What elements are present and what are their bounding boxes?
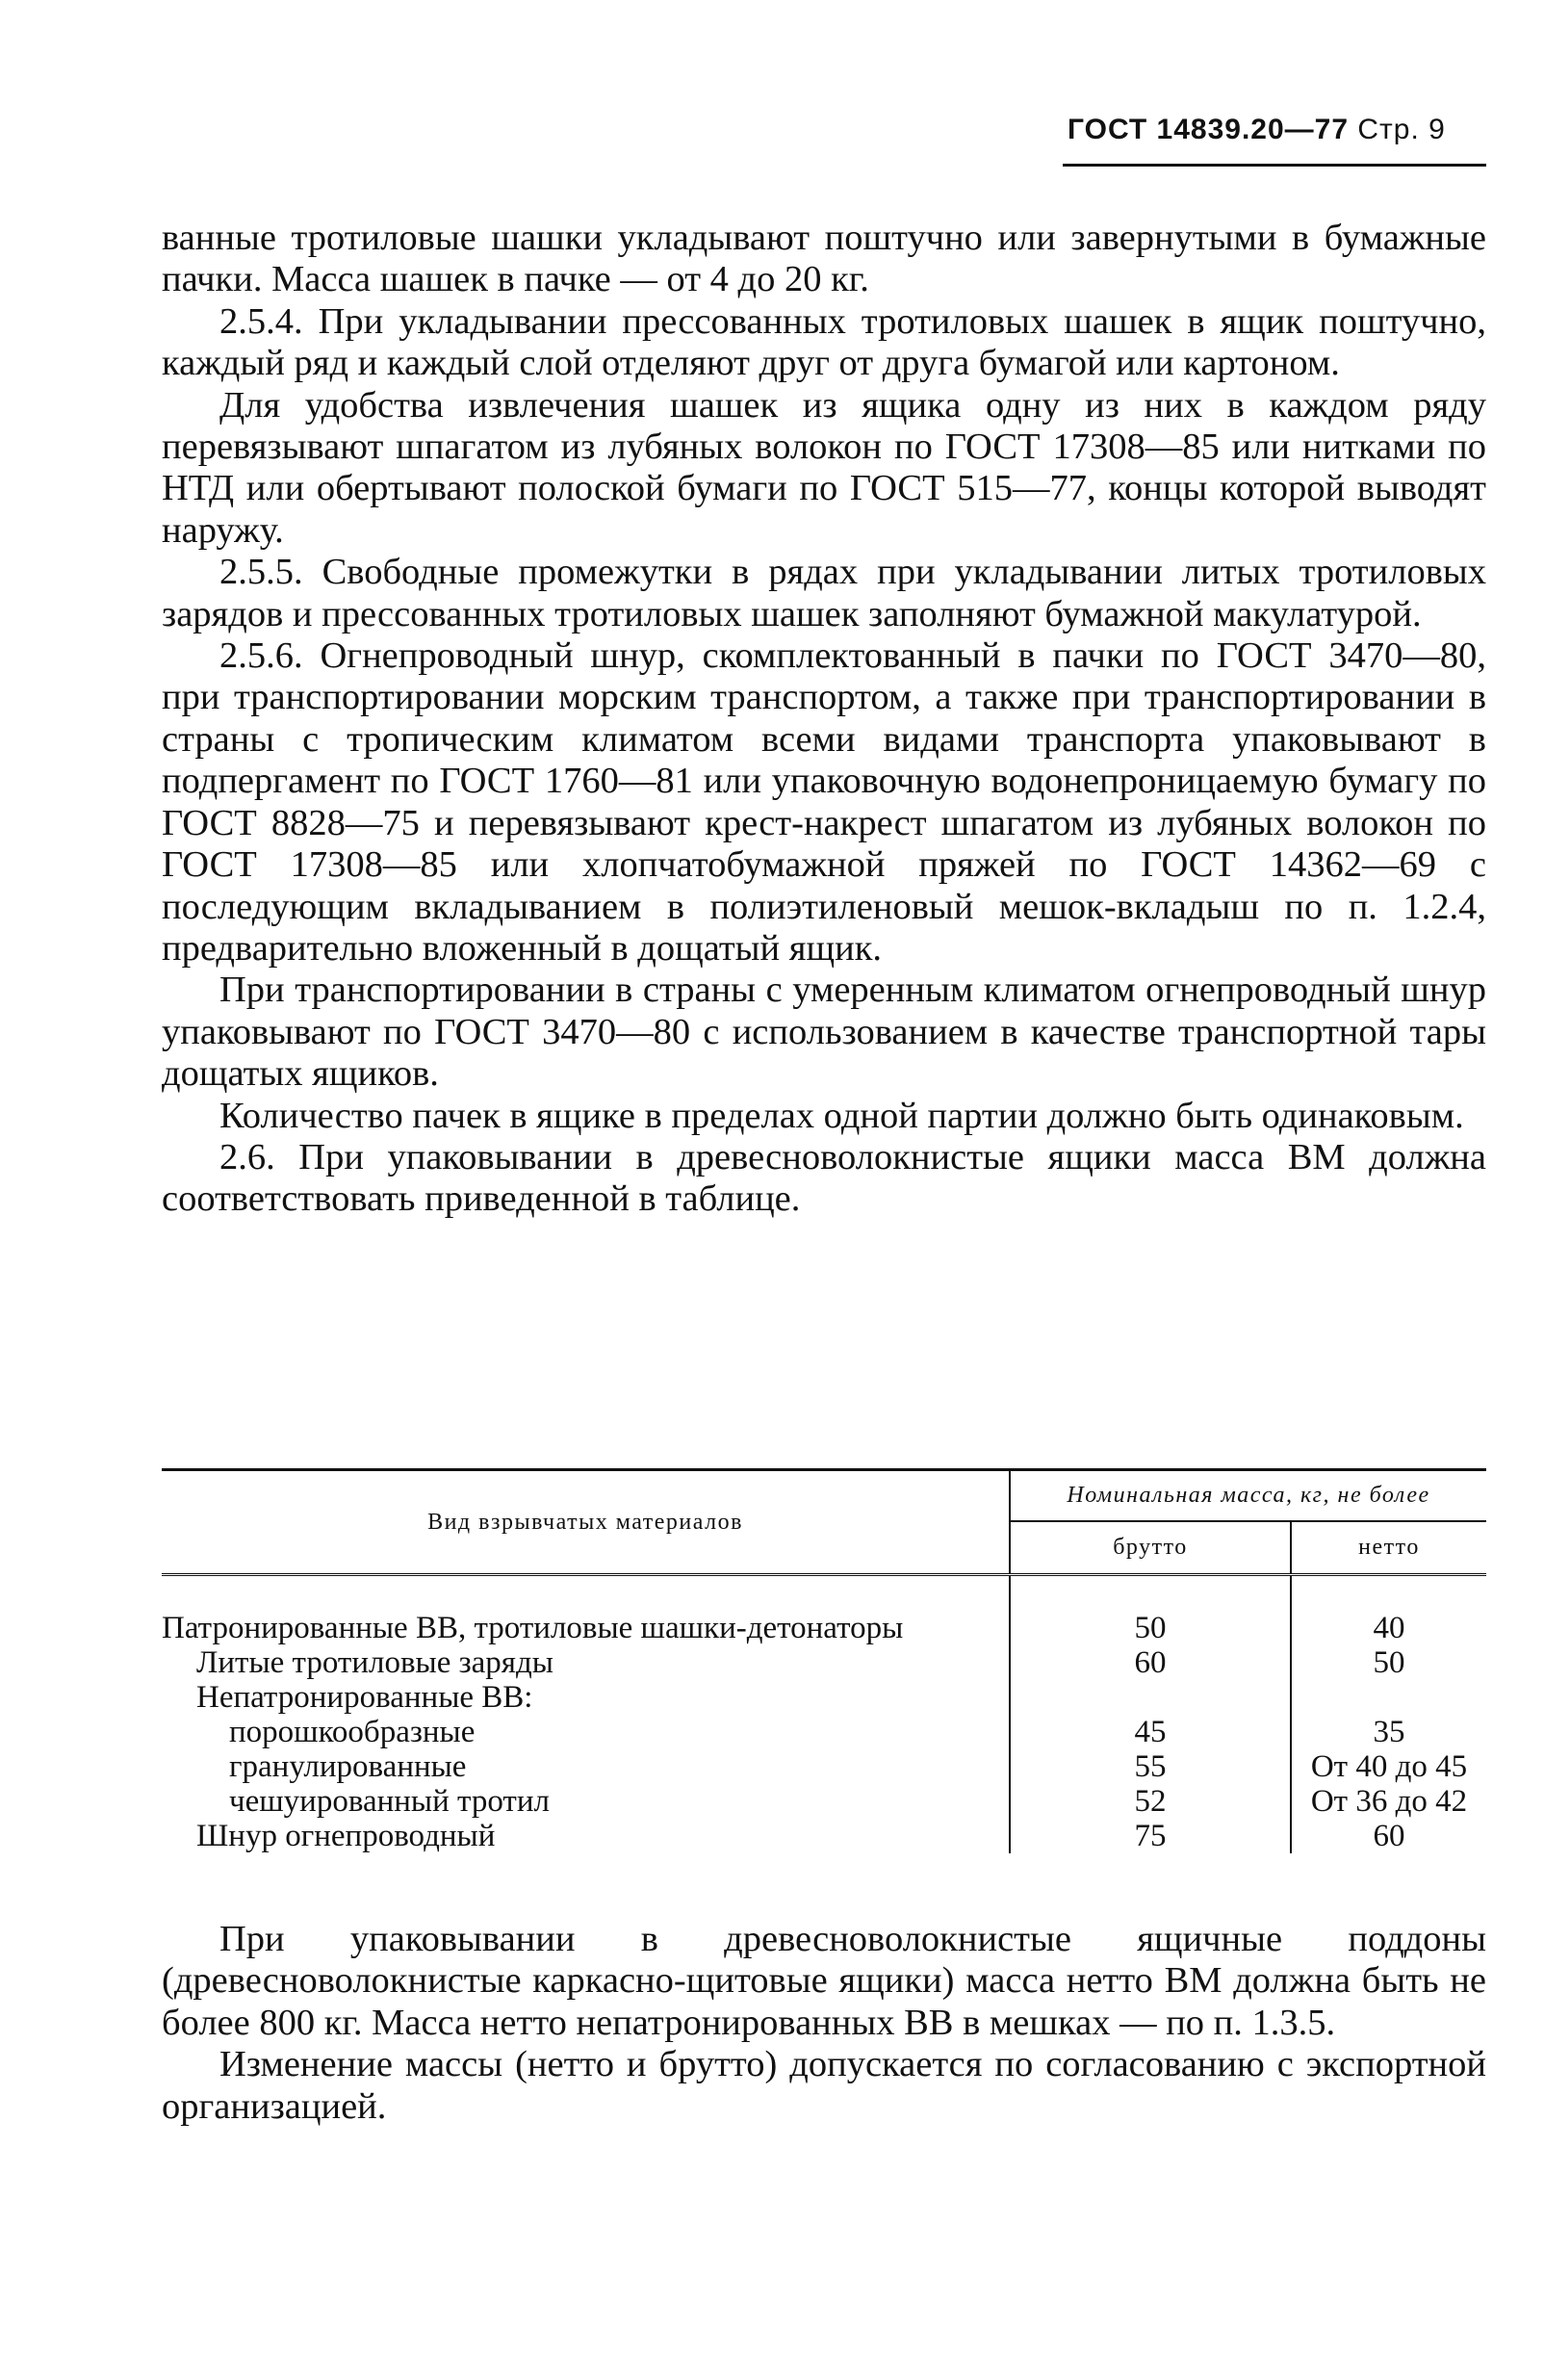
table-row bbox=[162, 1680, 1486, 1715]
table-row bbox=[162, 1784, 1486, 1819]
row-net: 50 bbox=[1291, 1645, 1486, 1680]
paragraph: 2.5.6. Огнепроводный шнур, скомплектованный в пачки по ГОСТ 3470—80, при транспортировании морским транспортом, а также при транспортировании в страны с тропическим климатом всеми видами транспорта упаковывают в подпергамент по ГОСТ 1760—81 или упаковочную водонепроницаемую бумагу по ГОСТ 8828—75 и перевязывают крест-накрест шпагатом из лубяных волокон по ГОСТ 17308—85 или хлопчатобумажной пряжей по ГОСТ 14362—69 с последующим вкладыванием в полиэтиленовый мешок-вкладыш по п. 1.2.4, предварительно вложенный в дощатый ящик. bbox=[162, 635, 1486, 969]
row-gross: 50 bbox=[1010, 1611, 1291, 1645]
paragraph: 2.5.4. При укладывании прессованных тротиловых шашек в ящик поштучно, каждый ряд и каждый слой отделяют друг от друга бумагой или картоном. bbox=[162, 300, 1486, 384]
row-name: Литые тротиловые заряды bbox=[196, 1645, 553, 1680]
col-header-material: Вид взрывчатых материалов bbox=[162, 1470, 1010, 1575]
page-header bbox=[1068, 114, 1446, 146]
row-gross: 52 bbox=[1010, 1784, 1291, 1819]
main-text bbox=[162, 218, 1486, 1221]
row-gross: 75 bbox=[1010, 1819, 1291, 1853]
row-gross bbox=[1010, 1680, 1291, 1715]
table-row bbox=[162, 1611, 1486, 1645]
col-header-net: нетто bbox=[1291, 1521, 1486, 1575]
table-row bbox=[162, 1715, 1486, 1749]
paragraph: При упаковывании в древесноволокнистые ящичные поддоны (древесноволокнистые каркасно-щитовые ящики) масса нетто ВМ должна быть не более 800 кг. Масса нетто непатронированных ВВ в мешках — по п. 1.3.5. bbox=[162, 1919, 1486, 2043]
row-name: порошкообразные bbox=[229, 1715, 476, 1749]
col-header-gross: брутто bbox=[1010, 1521, 1291, 1575]
paragraph: 2.5.5. Свободные промежутки в рядах при укладывании литых тротиловых зарядов и прессованных тротиловых шашек заполняют бумажной макулатурой. bbox=[162, 552, 1486, 634]
paragraph: ванные тротиловые шашки укладывают поштучно или завернутыми в бумажные пачки. Масса шашек в пачке — от 4 до 20 кг. bbox=[162, 218, 1486, 300]
closing-text bbox=[162, 1919, 1486, 2128]
header-doc-number: ГОСТ 14839.20—77 bbox=[1068, 114, 1350, 145]
row-gross: 60 bbox=[1010, 1645, 1291, 1680]
row-net: 60 bbox=[1291, 1819, 1486, 1853]
table-row bbox=[162, 1749, 1486, 1784]
paragraph: Изменение массы (нетто и брутто) допускается по согласованию с экспортной организацией. bbox=[162, 2044, 1486, 2127]
row-net: 35 bbox=[1291, 1715, 1486, 1749]
row-net bbox=[1291, 1680, 1486, 1715]
mass-table bbox=[162, 1468, 1486, 1853]
row-gross: 55 bbox=[1010, 1749, 1291, 1784]
row-net: От 36 до 42 bbox=[1291, 1784, 1486, 1819]
paragraph: Для удобства извлечения шашек из ящика одну из них в каждом ряду перевязывают шпагатом из лубяных волокон по ГОСТ 17308—85 или нитками по НТД или обертывают полоской бумаги по ГОСТ 515—77, концы которой выводят наружу. bbox=[162, 384, 1486, 551]
paragraph: При транспортировании в страны с умеренным климатом огнепроводный шнур упаковывают по ГОСТ 3470—80 с использованием в качестве транспортной тары дощатых ящиков. bbox=[162, 970, 1486, 1095]
table-row bbox=[162, 1645, 1486, 1680]
row-name: Непатронированные ВВ: bbox=[196, 1680, 533, 1715]
row-gross: 45 bbox=[1010, 1715, 1291, 1749]
row-net: 40 bbox=[1291, 1611, 1486, 1645]
paragraph: Количество пачек в ящике в пределах одной партии должно быть одинаковым. bbox=[219, 1095, 1464, 1136]
row-name: Шнур огнепроводный bbox=[196, 1819, 496, 1853]
row-net: От 40 до 45 bbox=[1291, 1749, 1486, 1784]
row-name: чешуированный тротил bbox=[229, 1784, 550, 1819]
row-name: Патронированные ВВ, тротиловые шашки-детонаторы bbox=[162, 1611, 904, 1645]
header-rule bbox=[1063, 164, 1486, 167]
row-name: гранулированные bbox=[229, 1749, 467, 1784]
col-header-group: Номинальная масса, кг, не более bbox=[1010, 1470, 1486, 1522]
table-row bbox=[162, 1819, 1486, 1853]
paragraph: 2.6. При упаковывании в древесноволокнистые ящики масса ВМ должна соответствовать приведенной в таблице. bbox=[162, 1136, 1486, 1220]
header-page-number: Стр. 9 bbox=[1357, 114, 1446, 145]
